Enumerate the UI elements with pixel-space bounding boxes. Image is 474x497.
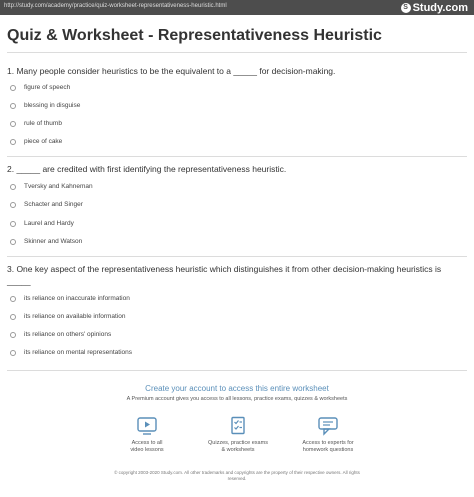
quiz-worksheets-icon	[227, 416, 249, 436]
radio-icon	[10, 350, 16, 356]
radio-icon	[10, 296, 16, 302]
option-label: figure of speech	[24, 84, 71, 91]
feature-experts	[283, 416, 373, 454]
question-3-option-1[interactable]	[10, 295, 130, 302]
study-logo[interactable]	[401, 0, 468, 15]
question-1-option-1[interactable]	[10, 84, 70, 91]
question-2-option-4[interactable]	[10, 238, 82, 245]
create-account-link[interactable]: Create your account to access this entire worksheet	[145, 384, 329, 393]
top-bar	[0, 0, 474, 15]
question-1-option-4[interactable]	[10, 138, 62, 145]
feature-video-lessons	[102, 416, 192, 454]
question-divider	[7, 370, 467, 371]
option-label: its reliance on inaccurate information	[24, 295, 130, 302]
option-label: its reliance on others' opinions	[24, 331, 112, 338]
option-label: its reliance on available information	[24, 313, 126, 320]
question-1-option-2[interactable]	[10, 102, 80, 109]
question-3-option-2[interactable]	[10, 313, 126, 320]
question-2-option-3[interactable]	[10, 220, 74, 227]
radio-icon	[10, 202, 16, 208]
option-label: Schacter and Singer	[24, 201, 83, 208]
radio-icon	[10, 221, 16, 227]
page-title: Quiz & Worksheet - Representativeness Heuristic	[7, 27, 382, 44]
radio-icon	[10, 85, 16, 91]
expert-questions-icon	[317, 416, 339, 436]
radio-icon	[10, 184, 16, 190]
radio-icon	[10, 314, 16, 320]
question-2-text: 2. _____ are credited with first identifying the representativeness heuristic.	[7, 164, 287, 174]
promo-subtitle: A Premium account gives you access to all lessons, practice exams, quizzes & worksheets	[126, 396, 348, 402]
option-label: blessing in disguise	[24, 102, 81, 109]
question-2-option-1[interactable]	[10, 183, 93, 190]
feature-label: Quizzes, practice exams & worksheets	[208, 440, 268, 453]
question-3-text: 3. One key aspect of the representativeness heuristic which distinguishes it from other decision-making heuristics is _____	[7, 264, 442, 286]
question-divider	[7, 256, 467, 257]
title-divider	[7, 52, 467, 53]
option-label: Tversky and Kahneman	[24, 183, 93, 190]
radio-icon	[10, 121, 16, 127]
question-divider	[7, 156, 467, 157]
feature-label: Access to all video lessons	[130, 440, 164, 453]
video-lessons-icon	[136, 416, 158, 436]
option-label: its reliance on mental representations	[24, 349, 133, 356]
radio-icon	[10, 103, 16, 109]
logo-icon: S	[401, 3, 411, 13]
question-1-text: 1. Many people consider heuristics to be the equivalent to a _____ for decision-making.	[7, 66, 336, 76]
copyright-footer	[0, 470, 474, 482]
page-url: http://study.com/academy/practice/quiz-worksheet-representativeness-heuristic.html	[4, 3, 227, 9]
option-label: piece of cake	[24, 138, 63, 145]
copyright-line-1: © copyright 2003-2020 Study.com. All other trademarks and copyrights are the property of their respective owners. All rights	[114, 470, 360, 475]
logo-text: Study.com	[412, 1, 468, 14]
radio-icon	[10, 239, 16, 245]
copyright-line-2: reserved.	[227, 476, 247, 481]
radio-icon	[10, 139, 16, 145]
feature-label: Access to experts for homework questions	[302, 440, 354, 453]
question-1-option-3[interactable]	[10, 120, 62, 127]
feature-quizzes	[193, 416, 283, 454]
option-label: Skinner and Watson	[24, 238, 83, 245]
radio-icon	[10, 332, 16, 338]
option-label: Laurel and Hardy	[24, 220, 74, 227]
question-3-option-4[interactable]	[10, 349, 132, 356]
question-3-option-3[interactable]	[10, 331, 111, 338]
question-2-option-2[interactable]	[10, 201, 83, 208]
option-label: rule of thumb	[24, 120, 62, 127]
